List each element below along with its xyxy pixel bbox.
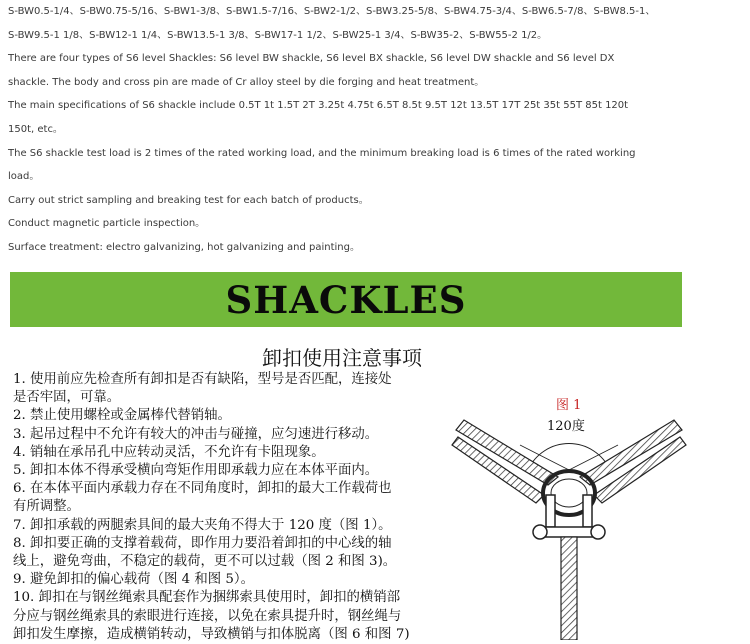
- intro-line: The main specifications of S6 shackle include 0.5T 1t 1.5T 2T 3.25t 4.75t 6.5T 8.5t 9.5T 12t 13.5T 17T 25t 35t 55T 85t 120t: [8, 100, 629, 112]
- pin-head-left: [533, 525, 547, 539]
- shackles-banner: [10, 272, 682, 327]
- figure-label: 图 1: [556, 398, 582, 413]
- note-line: 有所调整。: [13, 499, 80, 515]
- note-line: 10. 卸扣在与钢丝绳索具配套作为捆绑索具使用时，卸扣的横销部: [13, 590, 401, 606]
- note-line: 9. 避免卸扣的偏心载荷（图 4 和图 5）。: [13, 572, 254, 588]
- shackle-illustration: [448, 385, 748, 640]
- banner-title: SHACKLES: [225, 278, 467, 322]
- notes-heading: 卸扣使用注意事项: [262, 346, 422, 370]
- note-line: 3. 起吊过程中不允许有较大的冲击与碰撞，应匀速进行移动。: [13, 426, 379, 442]
- intro-line: 150t, etc。: [8, 123, 63, 135]
- shackle-bow-inner: [551, 479, 587, 507]
- note-line: 2. 禁止使用螺栓或金属棒代替销轴。: [13, 408, 231, 424]
- intro-text: [8, 0, 743, 260]
- note-line: 卸扣发生摩擦，造成横销转动，导致横销与扣体脱离（图 6 和图 7): [13, 626, 410, 642]
- note-line: 是否牢固，可靠。: [13, 390, 121, 406]
- note-line: 5. 卸扣本体不得承受横向弯矩作用即承载力应在本体平面内。: [13, 463, 379, 479]
- intro-line: load。: [8, 171, 40, 183]
- note-line: 8. 卸扣要正确的支撑着载荷，即作用力要沿着卸扣的中心线的轴: [13, 535, 392, 551]
- intro-line: S-BW0.5-1/4、S-BW0.75-5/16、S-BW1-3/8、S-BW1.5-7/16、S-BW2-1/2、S-BW3.25-5/8、S-BW4.75-3/4、S-BW6.5-7/8、S-BW8.5-1、: [8, 6, 656, 17]
- intro-line: S-BW9.5-1 1/8、S-BW12-1 1/4、S-BW13.5-1 3/8、S-BW17-1 1/2、S-BW25-1 3/4、S-BW35-2、S-BW55-2 1/2。: [8, 29, 548, 41]
- note-line: 线上，避免弯曲，不稳定的载荷，更不可以过载（图 2 和图 3)。: [13, 554, 397, 570]
- vertical-rope: [561, 537, 577, 640]
- usage-notes: [13, 371, 453, 644]
- pin-head-right: [591, 525, 605, 539]
- intro-line: The S6 shackle test load is 2 times of the rated working load, and the minimum breaking load is 6 times of the rated working: [8, 147, 636, 159]
- intro-line: Surface treatment: electro galvanizing, hot galvanizing and painting。: [8, 241, 360, 253]
- note-line: 6. 在本体平面内承载力存在不同角度时，卸扣的最大工作载荷也: [13, 481, 392, 497]
- angle-label: 120度: [547, 419, 585, 434]
- note-line: 分应与钢丝绳索具的索眼进行连接，以免在索具提升时，钢丝绳与: [13, 608, 402, 624]
- shackle-leg-left: [546, 495, 555, 527]
- intro-line: shackle. The body and cross pin are made of Cr alloy steel by die forging and heat treatment。: [8, 76, 485, 88]
- note-line: 7. 卸扣承载的两腿索具间的最大夹角不得大于 120 度（图 1）。: [13, 517, 392, 533]
- intro-line: Carry out strict sampling and breaking test for each batch of products。: [8, 194, 369, 206]
- shackle-angle-figure: [448, 385, 748, 640]
- note-line: 4. 销轴在承吊孔中应转动灵活，不允许有卡阻现象。: [13, 444, 325, 460]
- intro-line: There are four types of S6 level Shackles: S6 level BW shackle, S6 level BX shackle, S6 level DW shackle and S6 level DX: [8, 53, 615, 65]
- shackle-leg-right: [583, 495, 592, 527]
- intro-line: Conduct magnetic particle inspection。: [8, 218, 206, 230]
- note-line: 1. 使用前应先检查所有卸扣是否有缺陷，型号是否匹配，连接处: [13, 372, 392, 387]
